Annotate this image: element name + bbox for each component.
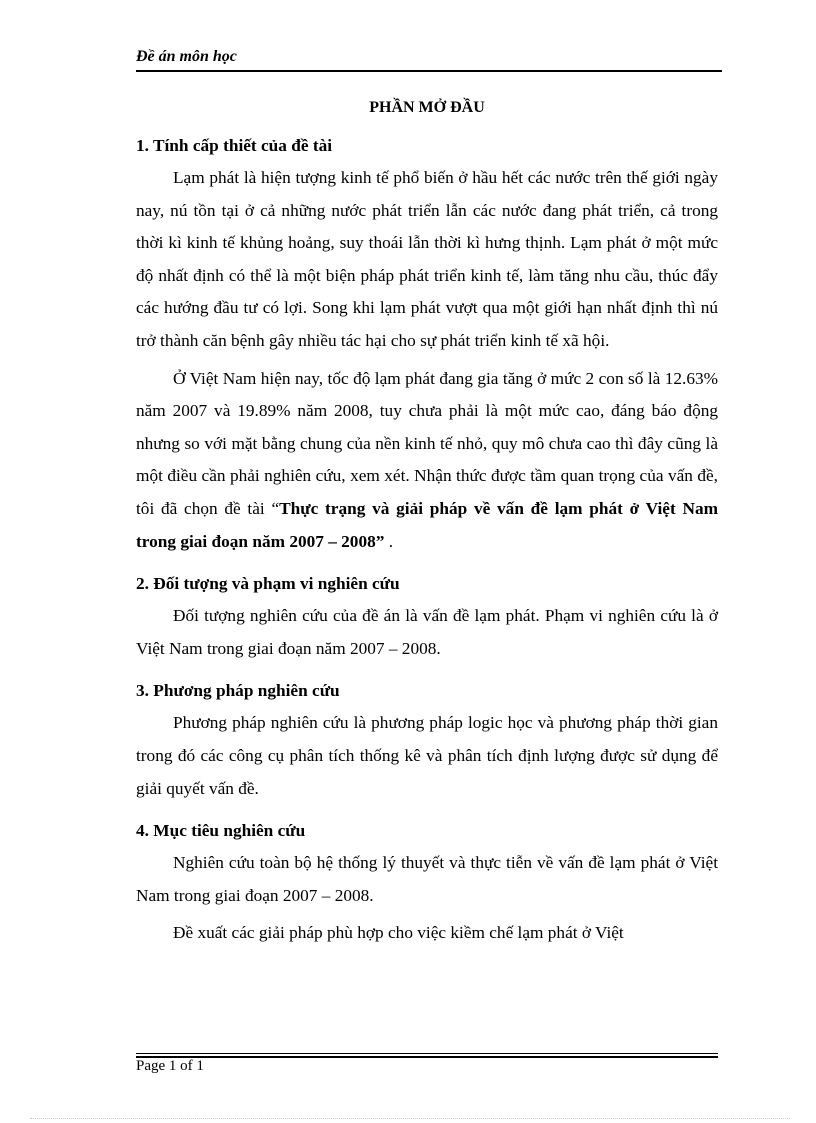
paragraph: Nghiên cứu toàn bộ hệ thống lý thuyết và thực tiễn về vấn đề lạm phát ở Việt Nam trong giai đoạn 2007 – 2008. xyxy=(136,853,718,905)
section-heading-2: 2. Đối tượng và phạm vi nghiên cứu xyxy=(136,574,400,594)
page-number: Page 1 of 1 xyxy=(136,1058,204,1074)
section-heading-1: 1. Tính cấp thiết của đề tài xyxy=(136,136,333,155)
page-title: PHẦN MỞ ĐẦU xyxy=(369,99,485,116)
header-title: Đề án môn học xyxy=(136,48,237,65)
section-heading-4: 4. Mục tiêu nghiên cứu xyxy=(136,821,306,841)
footer-divider xyxy=(136,1053,718,1054)
paragraph-topic xyxy=(136,363,718,559)
section-heading-3: 3. Phương pháp nghiên cứu xyxy=(136,681,340,701)
paragraph: Đối tượng nghiên cứu của đề án là vấn đề lạm phát. Phạm vi nghiên cứu là ở Việt Nam trong giai đoạn năm 2007 – 2008. xyxy=(136,606,718,658)
paragraph: Phương pháp nghiên cứu là phương pháp logic học và phương pháp thời gian trong đó các công cụ phân tích thống kê và phân tích định lượng được sử dụng để giải quyết vấn đề. xyxy=(136,713,718,798)
header-divider xyxy=(136,70,722,72)
topic-title: Thực trạng và giải pháp về vấn đề lạm phát ở Việt Nam trong giai đoạn năm 2007 – 2008” xyxy=(136,498,718,551)
footer-divider-thick xyxy=(136,1056,718,1058)
page-content xyxy=(136,92,718,950)
paragraph-text: Ở Việt Nam hiện nay, tốc độ lạm phát đang gia tăng ở mức 2 con số là 12.63% năm 2007 và 19.89% năm 2008, tuy chưa phải là một mức cao, đáng báo động nhưng so với mặt bằng chung của nền kinh tế nhỏ, quy mô chưa cao thì đây cũng là một điều cần phải nghiên cứu, xem xét. Nhận thức được tầm quan trọng của vấn đề, tôi đã chọn đề tài “ xyxy=(136,368,718,518)
paragraph: Lạm phát là hiện tượng kinh tế phổ biến ở hầu hết các nước trên thế giới ngày nay, nú tồn tại ở cả những nước phát triển lẫn các nước đang phát triển, cả trong thời kì kinh tế khủng hoảng, suy thoái lẫn thời kì hưng thịnh. Lạm phát ở một mức độ nhất định có thể là một biện pháp phát triển kinh tế, làm tăng nhu cầu, thúc đẩy các hướng đầu tư có lợi. Song khi lạm phát vượt qua một giới hạn nhất định thì nú trở thành căn bệnh gây nhiều tác hại cho sự phát triển kinh tế xã hội. xyxy=(136,168,718,350)
paragraph: Đề xuất các giải pháp phù hợp cho việc kiềm chế lạm phát ở Việt xyxy=(173,923,624,943)
page-edge xyxy=(30,1118,790,1119)
paragraph-end: . xyxy=(384,531,394,551)
